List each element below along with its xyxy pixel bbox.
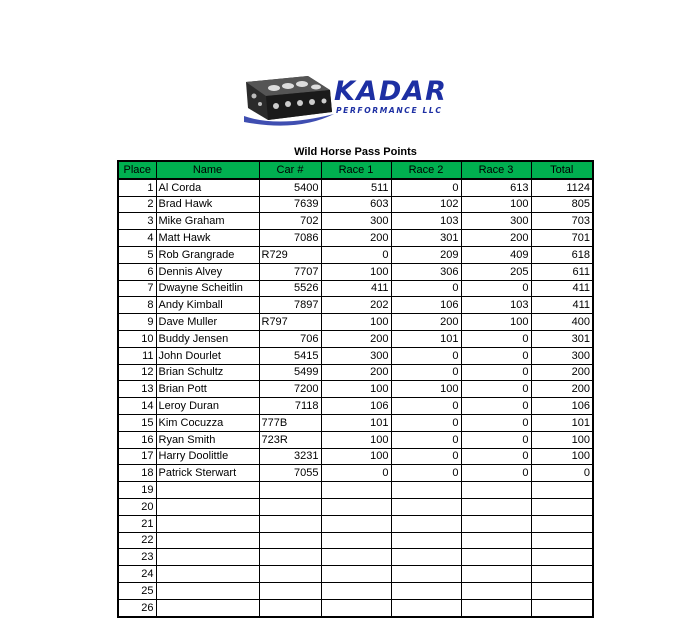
header-race-3: Race 3 bbox=[461, 161, 531, 179]
brand-name: KADAR bbox=[334, 76, 448, 107]
race-1-cell: 300 bbox=[321, 347, 391, 364]
race-1-cell: 200 bbox=[321, 364, 391, 381]
race-3-cell: 0 bbox=[461, 280, 531, 297]
car-number-cell: R729 bbox=[259, 246, 321, 263]
table-row bbox=[118, 364, 593, 381]
name-cell: Leroy Duran bbox=[156, 398, 259, 415]
race-3-cell bbox=[461, 482, 531, 499]
place-cell: 1 bbox=[118, 179, 156, 196]
points-table bbox=[117, 160, 594, 618]
race-2-cell bbox=[391, 482, 461, 499]
race-3-cell: 300 bbox=[461, 213, 531, 230]
place-cell: 8 bbox=[118, 297, 156, 314]
race-2-cell: 0 bbox=[391, 347, 461, 364]
place-cell: 23 bbox=[118, 549, 156, 566]
race-3-cell: 103 bbox=[461, 297, 531, 314]
header-car: Car # bbox=[259, 161, 321, 179]
race-2-cell bbox=[391, 549, 461, 566]
total-cell bbox=[531, 532, 593, 549]
car-number-cell bbox=[259, 482, 321, 499]
place-cell: 25 bbox=[118, 582, 156, 599]
total-cell: 611 bbox=[531, 263, 593, 280]
race-3-cell bbox=[461, 515, 531, 532]
race-2-cell: 200 bbox=[391, 314, 461, 331]
total-cell: 0 bbox=[531, 465, 593, 482]
total-cell bbox=[531, 582, 593, 599]
race-1-cell: 106 bbox=[321, 398, 391, 415]
name-cell bbox=[156, 515, 259, 532]
kadar-logo bbox=[238, 68, 468, 132]
race-1-cell bbox=[321, 498, 391, 515]
name-cell: Buddy Jensen bbox=[156, 330, 259, 347]
total-cell bbox=[531, 599, 593, 616]
race-1-cell bbox=[321, 549, 391, 566]
name-cell: John Dourlet bbox=[156, 347, 259, 364]
brand-text bbox=[334, 78, 447, 116]
race-3-cell: 0 bbox=[461, 431, 531, 448]
place-cell: 14 bbox=[118, 398, 156, 415]
race-3-cell: 0 bbox=[461, 465, 531, 482]
race-3-cell bbox=[461, 549, 531, 566]
total-cell: 200 bbox=[531, 381, 593, 398]
race-2-cell: 100 bbox=[391, 381, 461, 398]
header-race-2: Race 2 bbox=[391, 161, 461, 179]
header-race-1: Race 1 bbox=[321, 161, 391, 179]
race-3-cell: 0 bbox=[461, 347, 531, 364]
table-header bbox=[118, 161, 593, 179]
car-number-cell bbox=[259, 549, 321, 566]
place-cell: 11 bbox=[118, 347, 156, 364]
car-number-cell: 5526 bbox=[259, 280, 321, 297]
race-2-cell: 103 bbox=[391, 213, 461, 230]
table-row bbox=[118, 330, 593, 347]
table-row bbox=[118, 532, 593, 549]
race-2-cell: 106 bbox=[391, 297, 461, 314]
car-number-cell: 3231 bbox=[259, 448, 321, 465]
table-row bbox=[118, 465, 593, 482]
car-number-cell bbox=[259, 515, 321, 532]
car-number-cell bbox=[259, 599, 321, 616]
header-place: Place bbox=[118, 161, 156, 179]
table-row bbox=[118, 549, 593, 566]
race-3-cell bbox=[461, 532, 531, 549]
race-1-cell: 100 bbox=[321, 263, 391, 280]
name-cell: Mike Graham bbox=[156, 213, 259, 230]
name-cell: Ryan Smith bbox=[156, 431, 259, 448]
race-2-cell bbox=[391, 599, 461, 616]
race-1-cell bbox=[321, 599, 391, 616]
total-cell bbox=[531, 515, 593, 532]
race-3-cell: 200 bbox=[461, 230, 531, 247]
race-2-cell: 0 bbox=[391, 431, 461, 448]
place-cell: 19 bbox=[118, 482, 156, 499]
table-row bbox=[118, 431, 593, 448]
name-cell: Matt Hawk bbox=[156, 230, 259, 247]
name-cell bbox=[156, 549, 259, 566]
table-row bbox=[118, 582, 593, 599]
name-cell: Dennis Alvey bbox=[156, 263, 259, 280]
place-cell: 9 bbox=[118, 314, 156, 331]
race-3-cell: 0 bbox=[461, 330, 531, 347]
car-number-cell bbox=[259, 532, 321, 549]
table-row bbox=[118, 230, 593, 247]
car-number-cell: 777B bbox=[259, 414, 321, 431]
race-1-cell bbox=[321, 582, 391, 599]
total-cell: 411 bbox=[531, 297, 593, 314]
race-2-cell bbox=[391, 582, 461, 599]
car-number-cell: 5400 bbox=[259, 179, 321, 196]
car-number-cell: 702 bbox=[259, 213, 321, 230]
header-total: Total bbox=[531, 161, 593, 179]
table-title: Wild Horse Pass Points bbox=[294, 146, 417, 158]
place-cell: 10 bbox=[118, 330, 156, 347]
place-cell: 12 bbox=[118, 364, 156, 381]
total-cell bbox=[531, 566, 593, 583]
race-3-cell: 0 bbox=[461, 414, 531, 431]
race-2-cell: 209 bbox=[391, 246, 461, 263]
table-body bbox=[118, 179, 593, 617]
total-cell: 101 bbox=[531, 414, 593, 431]
name-cell bbox=[156, 599, 259, 616]
name-cell bbox=[156, 582, 259, 599]
race-3-cell: 100 bbox=[461, 314, 531, 331]
place-cell: 4 bbox=[118, 230, 156, 247]
car-number-cell bbox=[259, 498, 321, 515]
race-1-cell: 100 bbox=[321, 448, 391, 465]
race-1-cell: 101 bbox=[321, 414, 391, 431]
race-3-cell: 0 bbox=[461, 381, 531, 398]
race-2-cell: 301 bbox=[391, 230, 461, 247]
race-1-cell: 300 bbox=[321, 213, 391, 230]
place-cell: 18 bbox=[118, 465, 156, 482]
car-number-cell: 7200 bbox=[259, 381, 321, 398]
race-2-cell: 306 bbox=[391, 263, 461, 280]
car-number-cell: 7639 bbox=[259, 196, 321, 213]
race-2-cell bbox=[391, 566, 461, 583]
table-row bbox=[118, 599, 593, 616]
table-row bbox=[118, 498, 593, 515]
total-cell: 100 bbox=[531, 431, 593, 448]
place-cell: 20 bbox=[118, 498, 156, 515]
total-cell: 301 bbox=[531, 330, 593, 347]
race-3-cell: 100 bbox=[461, 196, 531, 213]
name-cell: Harry Doolittle bbox=[156, 448, 259, 465]
car-number-cell bbox=[259, 582, 321, 599]
place-cell: 13 bbox=[118, 381, 156, 398]
race-2-cell: 0 bbox=[391, 398, 461, 415]
table-row bbox=[118, 448, 593, 465]
name-cell: Al Corda bbox=[156, 179, 259, 196]
total-cell: 400 bbox=[531, 314, 593, 331]
name-cell: Dwayne Scheitlin bbox=[156, 280, 259, 297]
total-cell: 703 bbox=[531, 213, 593, 230]
header-name: Name bbox=[156, 161, 259, 179]
race-3-cell bbox=[461, 582, 531, 599]
table-row bbox=[118, 280, 593, 297]
header-row bbox=[118, 161, 593, 179]
race-1-cell bbox=[321, 482, 391, 499]
race-1-cell: 411 bbox=[321, 280, 391, 297]
race-1-cell: 0 bbox=[321, 246, 391, 263]
table-row bbox=[118, 566, 593, 583]
race-2-cell: 102 bbox=[391, 196, 461, 213]
name-cell bbox=[156, 532, 259, 549]
table-row bbox=[118, 515, 593, 532]
total-cell: 805 bbox=[531, 196, 593, 213]
engine-block-icon bbox=[238, 72, 338, 132]
car-number-cell: 706 bbox=[259, 330, 321, 347]
table-row bbox=[118, 196, 593, 213]
car-number-cell: 5499 bbox=[259, 364, 321, 381]
place-cell: 6 bbox=[118, 263, 156, 280]
total-cell bbox=[531, 482, 593, 499]
table-row bbox=[118, 381, 593, 398]
race-3-cell bbox=[461, 599, 531, 616]
total-cell: 411 bbox=[531, 280, 593, 297]
table-row bbox=[118, 398, 593, 415]
race-1-cell: 100 bbox=[321, 431, 391, 448]
place-cell: 21 bbox=[118, 515, 156, 532]
race-3-cell: 0 bbox=[461, 398, 531, 415]
total-cell: 1124 bbox=[531, 179, 593, 196]
car-number-cell: 7707 bbox=[259, 263, 321, 280]
race-3-cell: 409 bbox=[461, 246, 531, 263]
race-2-cell: 0 bbox=[391, 465, 461, 482]
car-number-cell: 7897 bbox=[259, 297, 321, 314]
race-2-cell bbox=[391, 498, 461, 515]
table-row bbox=[118, 246, 593, 263]
car-number-cell: 5415 bbox=[259, 347, 321, 364]
total-cell: 300 bbox=[531, 347, 593, 364]
race-1-cell: 603 bbox=[321, 196, 391, 213]
name-cell: Rob Grangrade bbox=[156, 246, 259, 263]
race-2-cell bbox=[391, 532, 461, 549]
car-number-cell: 723R bbox=[259, 431, 321, 448]
race-3-cell: 0 bbox=[461, 364, 531, 381]
total-cell: 200 bbox=[531, 364, 593, 381]
race-2-cell: 0 bbox=[391, 414, 461, 431]
race-3-cell: 205 bbox=[461, 263, 531, 280]
race-2-cell: 0 bbox=[391, 448, 461, 465]
name-cell bbox=[156, 482, 259, 499]
total-cell: 701 bbox=[531, 230, 593, 247]
place-cell: 22 bbox=[118, 532, 156, 549]
table-row bbox=[118, 297, 593, 314]
table-row bbox=[118, 347, 593, 364]
total-cell: 106 bbox=[531, 398, 593, 415]
place-cell: 24 bbox=[118, 566, 156, 583]
race-1-cell: 202 bbox=[321, 297, 391, 314]
race-1-cell: 100 bbox=[321, 314, 391, 331]
race-1-cell bbox=[321, 532, 391, 549]
name-cell: Brian Schultz bbox=[156, 364, 259, 381]
car-number-cell: R797 bbox=[259, 314, 321, 331]
car-number-cell: 7055 bbox=[259, 465, 321, 482]
brand-subtitle: PERFORMANCE LLC bbox=[336, 106, 443, 115]
name-cell: Dave Muller bbox=[156, 314, 259, 331]
place-cell: 16 bbox=[118, 431, 156, 448]
car-number-cell: 7118 bbox=[259, 398, 321, 415]
race-2-cell: 0 bbox=[391, 179, 461, 196]
place-cell: 7 bbox=[118, 280, 156, 297]
race-2-cell: 0 bbox=[391, 280, 461, 297]
race-1-cell: 200 bbox=[321, 330, 391, 347]
race-3-cell bbox=[461, 498, 531, 515]
name-cell: Patrick Sterwart bbox=[156, 465, 259, 482]
race-1-cell: 200 bbox=[321, 230, 391, 247]
name-cell: Brian Pott bbox=[156, 381, 259, 398]
race-1-cell bbox=[321, 515, 391, 532]
name-cell: Brad Hawk bbox=[156, 196, 259, 213]
place-cell: 15 bbox=[118, 414, 156, 431]
name-cell: Andy Kimball bbox=[156, 297, 259, 314]
place-cell: 2 bbox=[118, 196, 156, 213]
table-row bbox=[118, 482, 593, 499]
race-1-cell: 100 bbox=[321, 381, 391, 398]
table-row bbox=[118, 263, 593, 280]
race-3-cell bbox=[461, 566, 531, 583]
total-cell: 618 bbox=[531, 246, 593, 263]
race-2-cell: 101 bbox=[391, 330, 461, 347]
race-2-cell: 0 bbox=[391, 364, 461, 381]
total-cell: 100 bbox=[531, 448, 593, 465]
place-cell: 3 bbox=[118, 213, 156, 230]
name-cell bbox=[156, 498, 259, 515]
table-row bbox=[118, 179, 593, 196]
race-3-cell: 0 bbox=[461, 448, 531, 465]
race-1-cell: 0 bbox=[321, 465, 391, 482]
table-row bbox=[118, 414, 593, 431]
table-row bbox=[118, 213, 593, 230]
race-1-cell bbox=[321, 566, 391, 583]
car-number-cell: 7086 bbox=[259, 230, 321, 247]
race-3-cell: 613 bbox=[461, 179, 531, 196]
total-cell bbox=[531, 498, 593, 515]
place-cell: 5 bbox=[118, 246, 156, 263]
car-number-cell bbox=[259, 566, 321, 583]
place-cell: 17 bbox=[118, 448, 156, 465]
race-1-cell: 511 bbox=[321, 179, 391, 196]
total-cell bbox=[531, 549, 593, 566]
name-cell: Kim Cocuzza bbox=[156, 414, 259, 431]
name-cell bbox=[156, 566, 259, 583]
race-2-cell bbox=[391, 515, 461, 532]
table-row bbox=[118, 314, 593, 331]
place-cell: 26 bbox=[118, 599, 156, 616]
